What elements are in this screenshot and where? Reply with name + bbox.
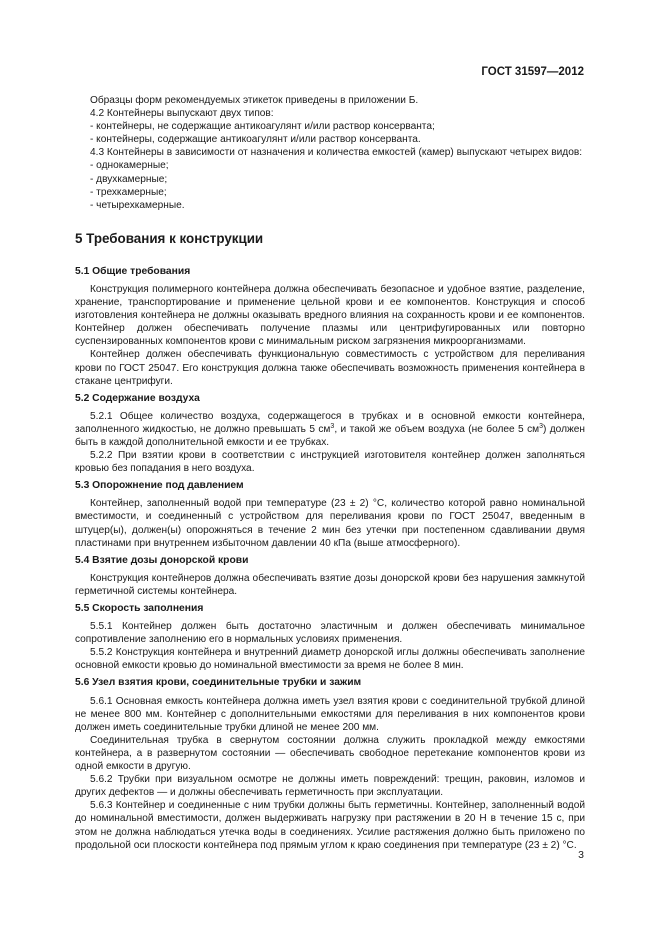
intro-paragraph: 4.2 Контейнеры выпускают двух типов: — [90, 108, 274, 120]
paragraph: Конструкция полимерного контейнера должна обеспечивать безопасное и удобное взятие, разделение, хранение, транспортирование и применение цельной крови и ее компонентов. Конструкция и способ изготовления контейнера не должны оказывать вредного влияния на сохранность крови и ее компонентов. Контейнер должен обеспечивать получение плазмы или центрифугированных или повторно суспензированных компонентов крови с минимальным риском загрязнения микроорганизмами. — [75, 283, 585, 348]
text-run: ) должен быть в каждой дополнительной емкости и ее трубках. — [75, 423, 585, 448]
page-number: 3 — [578, 849, 584, 861]
list-item: - трехкамерные; — [90, 186, 167, 198]
subsection-heading: 5.4 Взятие дозы донорской крови — [75, 554, 249, 566]
subsection-heading: 5.3 Опорожнение под давлением — [75, 480, 244, 492]
paragraph: 5.6.3 Контейнер и соединенные с ним трубки должны быть герметичны. Контейнер, заполненный водой до номинальной вместимости, должен выдерживать нагрузку при растяжении в 20 Н в течение 15 с, при этом не должна наблюдаться утечка воды в соединениях. Усилие растяжения должно быть приложено по продольной оси плоскости контейнера под прямым углом к краю соединения при температуре (23 ± 2) °С. — [75, 800, 585, 851]
subsection-heading: 5.1 Общие требования — [75, 265, 191, 277]
paragraph: 5.2.2 При взятии крови в соответствии с инструкцией изготовителя контейнер должен заполняться кровью без попадания в него воздуха. — [75, 450, 585, 475]
list-item: - контейнеры, содержащие антикоагулянт и/или раствор консерванта. — [90, 134, 421, 146]
subsection-heading: 5.2 Содержание воздуха — [75, 392, 200, 404]
text-run: 5.2.1 Общее количество воздуха, содержащегося в трубках и в основной емкости контейнера, заполненного жидкостью, не должно превышать 5 см — [75, 410, 585, 435]
intro-paragraph: 4.3 Контейнеры в зависимости от назначения и количества емкостей (камер) выпускают четырех видов: — [90, 147, 583, 159]
list-item: - четырехкамерные. — [90, 199, 185, 211]
list-item: - двухкамерные; — [90, 173, 168, 185]
superscript: 3 — [539, 422, 543, 430]
superscript: 3 — [330, 422, 335, 430]
paragraph: Контейнер должен обеспечивать функциональную совместимость с устройством для переливания крови по ГОСТ 25047. Его конструкция должна также обеспечивать возможность применения контейнера в стакане центрифуги. — [75, 349, 585, 387]
subsection-heading: 5.5 Скорость заполнения — [75, 603, 204, 614]
subsection-heading: 5.6 Узел взятия крови, соединительные трубки и зажим — [75, 677, 362, 689]
paragraph — [75, 410, 585, 449]
text-run: , и такой же объем воздуха (не более 5 см — [334, 423, 540, 435]
paragraph: Соединительная трубка в свернутом состоянии должна служить прокладкой между емкостями контейнера, а в развернутом состоянии — обеспечивать свободное перетекание компонентов крови из одной емкости в другую. — [75, 734, 585, 773]
page-body — [75, 94, 585, 852]
list-item: - однокамерные; — [90, 160, 169, 172]
paragraph: 5.5.2 Конструкция контейнера и внутренний диаметр донорской иглы должны обеспечивать заполнение основной емкости кровью до номинальной вместимости за время не более 8 мин. — [75, 647, 585, 672]
paragraph: 5.6.2 Трубки при визуальном осмотре не должны иметь повреждений: трещин, раковин, изломов и других дефектов — и должны обеспечивать герметичность при эксплуатации. — [75, 774, 585, 799]
paragraph: Конструкция контейнеров должна обеспечивать взятие дозы донорской крови без нарушения замкнутой герметичной системы контейнера. — [75, 572, 585, 597]
paragraph: 5.5.1 Контейнер должен быть достаточно эластичным и должен обеспечивать минимальное сопротивление заполнению его в нормальных условиях применения. — [75, 621, 585, 646]
standard-number: ГОСТ 31597—2012 — [481, 66, 584, 78]
list-item: - контейнеры, не содержащие антикоагулянт и/или раствор консерванта; — [90, 121, 435, 133]
paragraph: 5.6.1 Основная емкость контейнера должна иметь узел взятия крови с соединительной трубкой длиной не менее 800 мм. Контейнер с дополнительными емкостями для переливания в них компонентов крови должен иметь соединительные трубки длиной не менее 200 мм. — [75, 695, 585, 733]
section-heading: 5 Требования к конструкции — [75, 230, 264, 246]
intro-paragraph: Образцы форм рекомендуемых этикеток приведены в приложении Б. — [90, 95, 419, 106]
paragraph: Контейнер, заполненный водой при температуре (23 ± 2) °С, количество которой равно номинальной вместимости, и соединенный с устройством для переливания крови по ГОСТ 25047, введенным в штуцер(ы), должен(ы) опорожняться в течение 2 мин без утечки при постепенном сдавливании двумя пластинами при внутреннем избыточном давлении 40 кПа (выше атмосферного). — [75, 498, 585, 549]
